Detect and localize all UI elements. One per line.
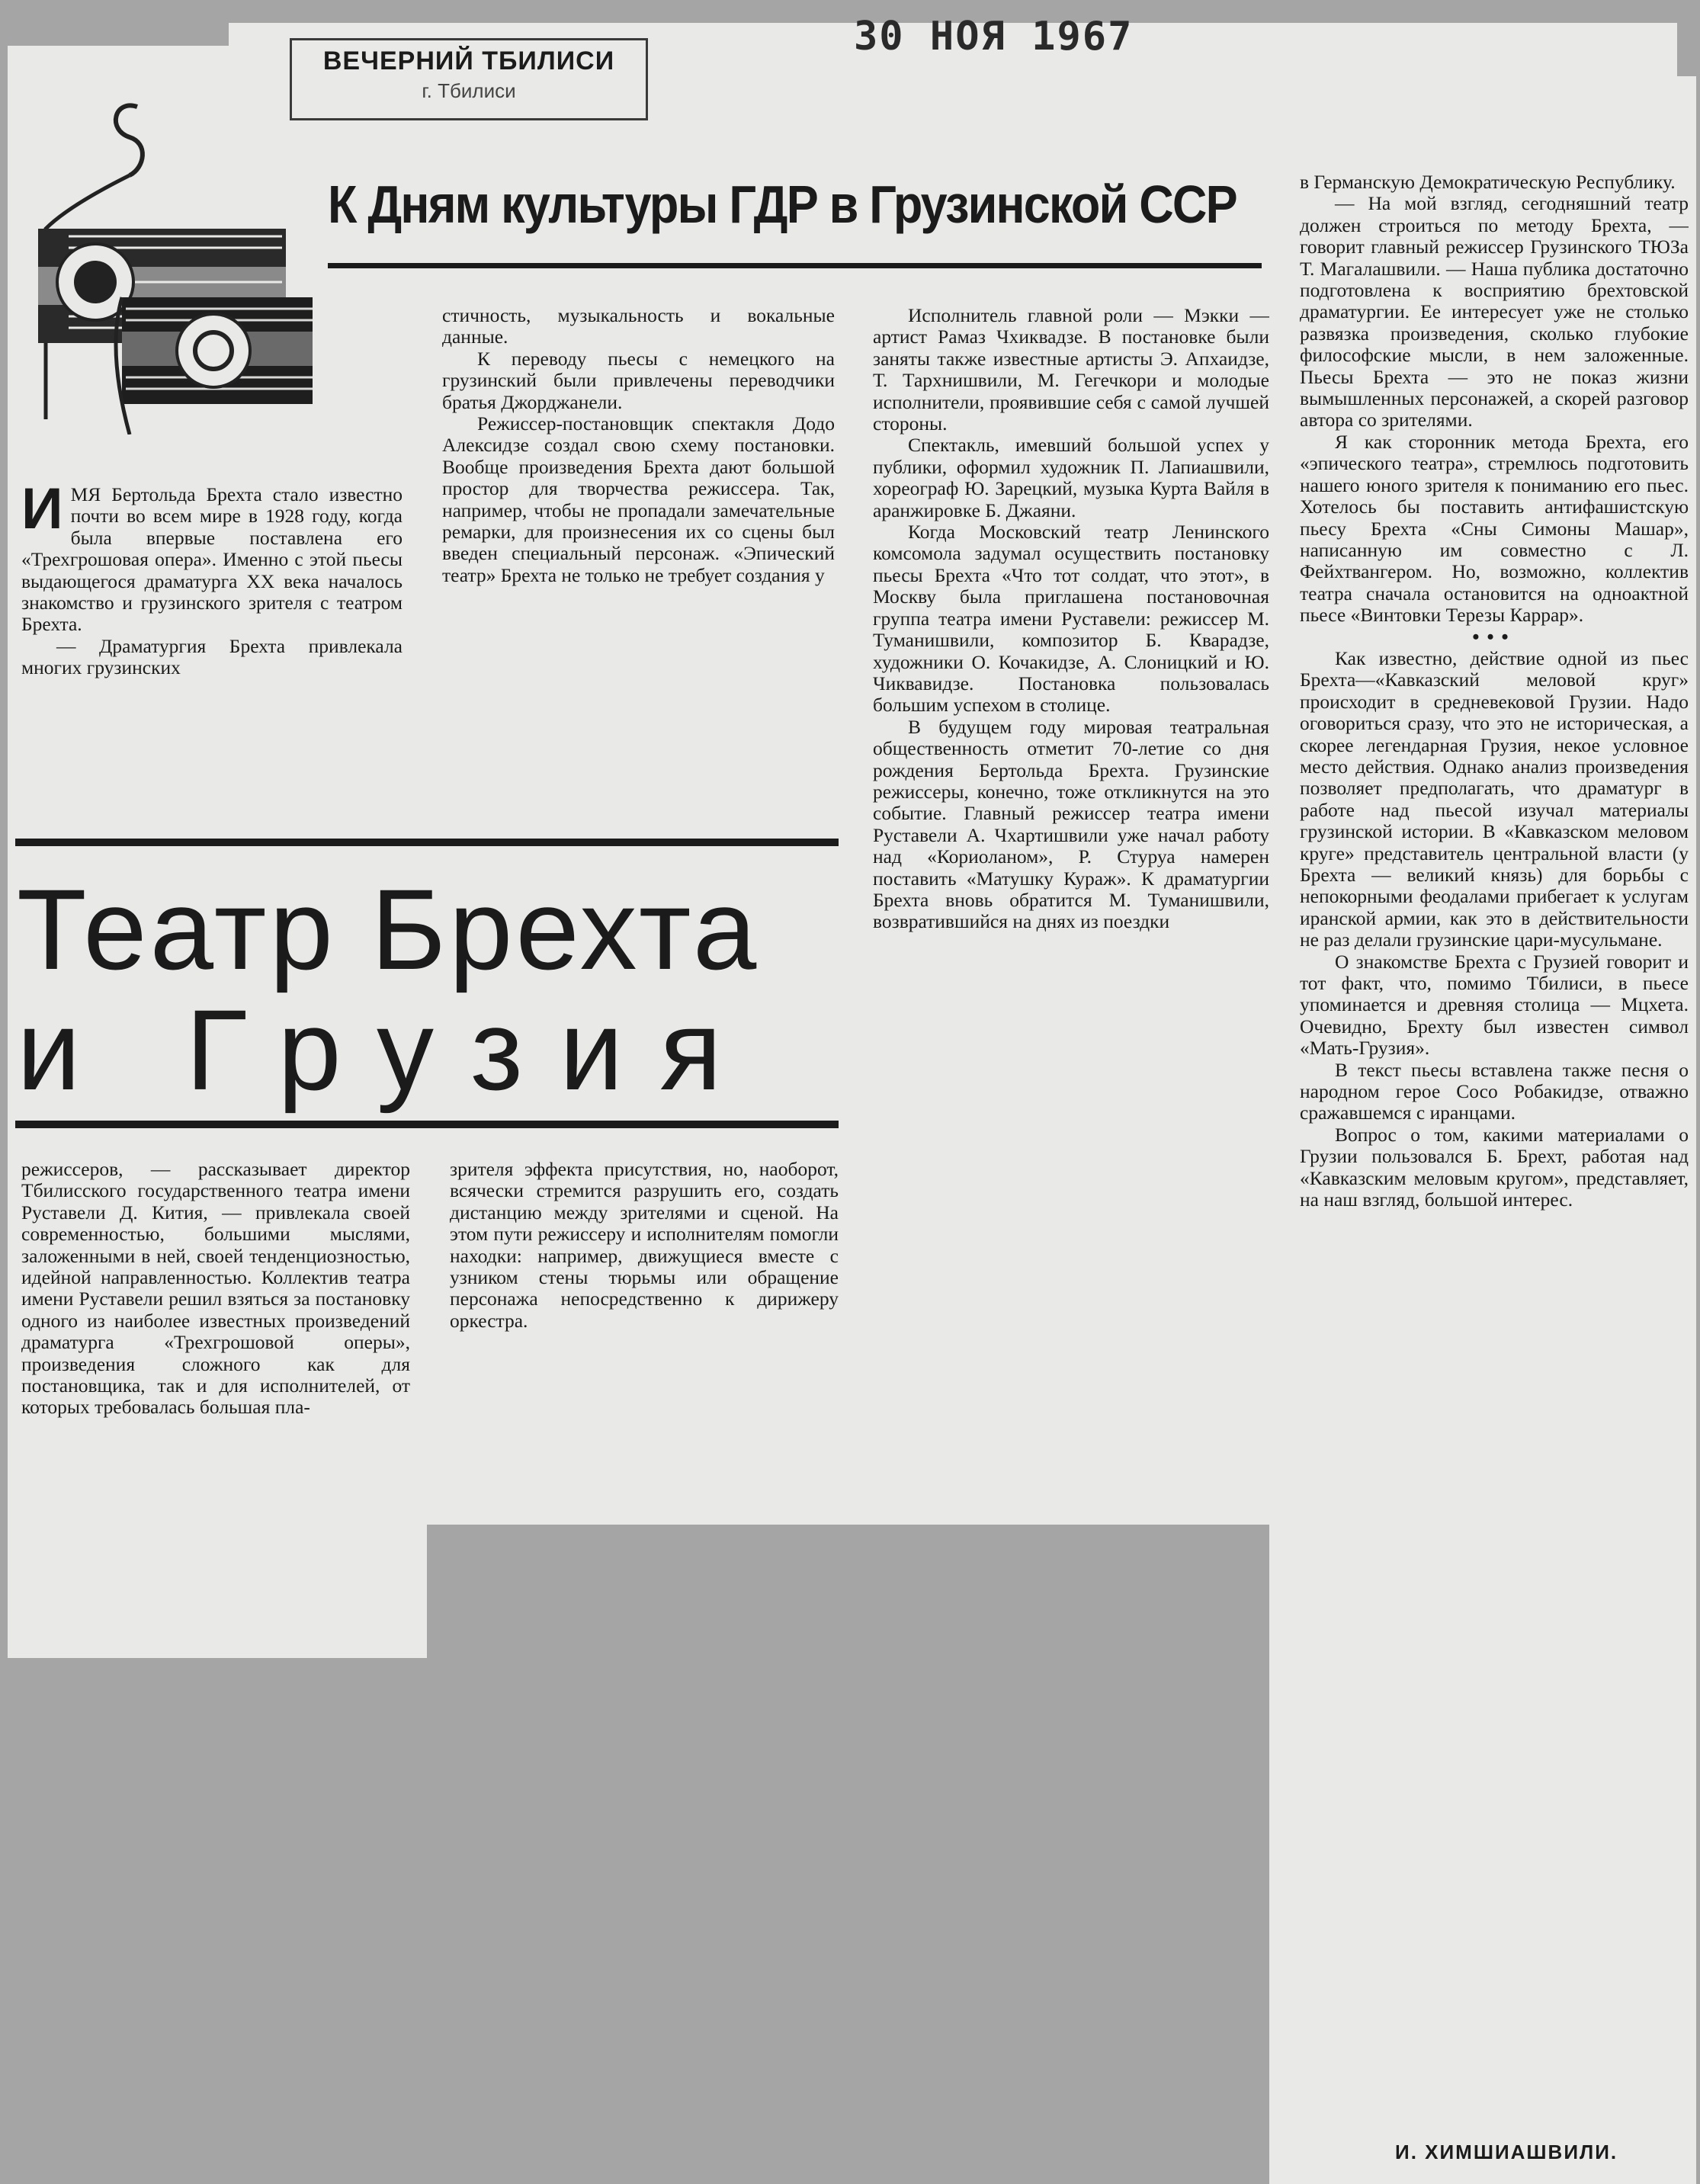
- title-line2: и Грузия: [17, 986, 759, 1114]
- title-line1: Театр Брехта: [17, 865, 760, 993]
- col4-p2: Я как сторонник метода Брехта, его «эпического театра», стремлюсь подготовить нашего юного зрителя к пониманию его пьес. Хотелось бы поставить антифашистскую пьесу Брехта «Сны Симоны Машар», написанную им совместно с Л. Фейхтвангером. Но, возможно, коллектив театра сначала остановится на одноактной пьесе «Винтовки Терезы Каррар».: [1300, 430, 1689, 627]
- author-signature: И. ХИМШИАШВИЛИ.: [1395, 2141, 1618, 2163]
- stamp-city: г. Тбилиси: [422, 79, 516, 102]
- col4-p3: Как известно, действие одной из пьес Брехта—«Кавказский меловой круг» происходит в средневековой Грузии. Надо оговориться сразу, что это не историческая, а скорее легендарная Грузия, некое условное место действия. Однако анализ произведения позволяет предполагать, что драматург в работе над пьесой изучал материалы грузинской истории. В «Кавказском меловом круге» представитель центральной власти (у Брехта — великий князь) для борьбы с непокорными феодалами прибегает к услугам иранской армии, как это в действительности не раз делали грузинские цари-мусульмане.: [1300, 646, 1689, 951]
- col3-p2: Спектакль, имевший большой успех у публики, оформил художник П. Лапиашвили, хореограф Ю. Зарецкий, музыка Курта Вайля в аранжировке Б. Джаяни.: [873, 434, 1269, 521]
- col4-p1: — На мой взгляд, сегодняшний театр должен строиться по методу Брехта, — говорит главный режиссер Грузинского ТЮЗа Т. Магалашвили. — Наша публика достаточно подготовлена к восприятию брехтовской драматургии. Ее интересует уже не столько развязка произведения, сколько глубокие философские мысли, в нем заложенные. Пьесы Брехта — это не показ жизни вымышленных персонажей, а скорей разговор автора со зрителями.: [1300, 192, 1689, 431]
- col2-bottom: [450, 1159, 839, 1509]
- newspaper-stamp: [290, 38, 648, 120]
- col3: [873, 305, 1269, 1494]
- col2-bottom-text: зрителя эффекта присутствия, но, наоборот, всячески стремится разрушить его, создать дистанцию между зрителями и сценой. На этом пути режиссеру и исполнителям помогли находки: например, движущиеся вместе с узником стены тюрьмы или обращение персонажа непосредственно к дирижеру оркестра.: [450, 1159, 839, 1332]
- col4: [1300, 172, 1689, 2131]
- col1-bottom-text: режиссеров, — рассказывает директор Тбилисского государственного театра имени Руставели Д. Кития, — привлекала своей современностью, большими мыслями, заложенными в ней, своей тенденциозностью, идейной направленностью. Коллектив театра имени Руставели решил взяться за постановку одного из наиболее известных произведений драматурга «Трехгрошовой оперы», произведения сложного как для постановщика, так и для исполнителей, от которых требовалась большая пла-: [21, 1159, 410, 1419]
- col2-top-p1: стичность, музыкальность и вокальные данные.: [442, 305, 835, 348]
- col1-top-p2: — Драматургия Брехта привлекала многих грузинских: [21, 634, 403, 679]
- gdr-flags-icon: [23, 99, 313, 435]
- col1-bottom: [21, 1159, 410, 1647]
- col4-p0: в Германскую Демократическую Республику.: [1300, 172, 1676, 193]
- title-rule-top: [15, 839, 839, 846]
- col3-p1: Исполнитель главной роли — Мэкки — артист Рамаз Чхиквадзе. В постановке были заняты также известные артисты Э. Апхаидзе, Т. Тархнишвили, М. Гегечкори и молодые исполнители, проявившие себя с самой лучшей стороны.: [873, 305, 1269, 435]
- section-dots: •••: [1472, 625, 1516, 648]
- col2-top: [442, 305, 835, 823]
- col4-p5: В текст пьесы вставлена также песня о народном герое Сосо Робакидзе, отважно сражавшемся с иранцами.: [1300, 1058, 1689, 1124]
- col3-p4: В будущем году мировая театральная общественность отметит 70-летие со дня рождения Бертольда Брехта. Грузинские режиссеры, конечно, тоже откликнутся на это событие. Главный режиссер театра имени Руставели А. Чхартишвили уже начал работу над «Кориоланом», Р. Стуруа намерен поставить «Матушку Кураж». К драматургии Брехта вновь обратится М. Туманишвили, возвратившийся на днях из поездки: [873, 715, 1269, 933]
- col4-p4: О знакомстве Брехта с Грузией говорит и тот факт, что, помимо Тбилиси, в пьесе упоминается и древняя столица — Мцхета. Очевидно, Брехту был известен символ «Мать-Грузия».: [1300, 950, 1689, 1060]
- dropcap: И: [21, 484, 63, 541]
- col1-top-text: МЯ Бертольда Брехта стало известно почти во всем мире в 1928 году, когда была впервые поставлена его «Трехгрошовая опера». Именно с этой пьесы выдающегося драматурга XX века началось знакомство и грузинского зрителя с театром Брехта.: [21, 484, 403, 636]
- col1-top: [21, 484, 403, 812]
- col2-top-p2: К переводу пьесы с немецкого на грузинский были привлечены переводчики братья Джорджанели.: [442, 347, 835, 413]
- col3-p3: Когда Московский театр Ленинского комсомола задумал осуществить постановку пьесы Брехта «Что тот солдат, что этот», в Москву была приглашена постановочная группа театра имени Руставели: режиссер М. Туманишвили, композитор Б. Кварадзе, художники О. Кочакидзе, А. Слоницкий и Ю. Чиквавидзе. Постановка пользовалась большим успехом в столице.: [873, 521, 1269, 717]
- col4-p6: Вопрос о том, какими материалами о Грузии пользовался Б. Брехт, работая над «Кавказским меловым кругом», представляет, на наш взгляд, большой интерес.: [1300, 1123, 1689, 1211]
- title-rule-bottom: [15, 1121, 839, 1128]
- headline: К Дням культуры ГДР в Грузинской ССР: [328, 175, 1237, 234]
- stamp-newspaper: ВЕЧЕРНИЙ ТБИЛИСИ: [322, 47, 615, 75]
- article-title: [17, 865, 840, 1114]
- date-stamp: 30 НОЯ 1967: [854, 14, 1134, 59]
- col2-top-p3: Режиссер-постановщик спектакля Додо Алексидзе создал свою схему постановки. Вообще произведения Брехта дают большой простор для творчества режиссера. Так, например, чтобы не пропадали замечательные ремарки, для произнесения их со сцены был введен специальный персонаж. «Эпический театр» Брехта не только не требует создания у: [442, 412, 835, 586]
- headline-rule: [328, 263, 1262, 268]
